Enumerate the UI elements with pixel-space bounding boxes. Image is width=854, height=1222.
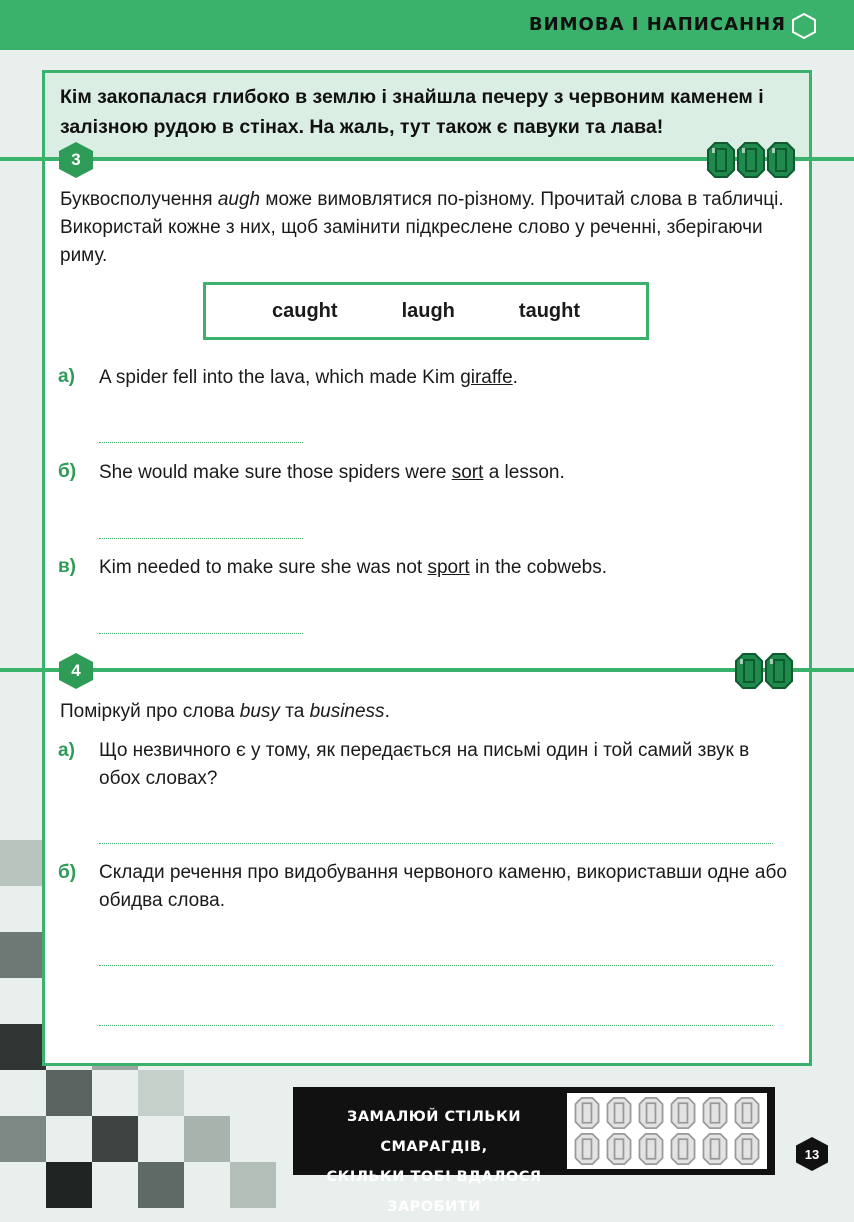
task4-divider (0, 668, 854, 672)
intro-text: Кім закопалася глибоко в землю і знайшла печеру з червоним каменем і залізною рудою в стінах. На жаль, тут також є павуки та лава! (60, 86, 764, 138)
empty-emerald-icon[interactable] (637, 1097, 665, 1129)
task4-instr-text2: та (279, 701, 310, 722)
task3-emeralds (705, 142, 795, 178)
task3-q2-text (99, 459, 565, 487)
coin-panel (567, 1093, 767, 1169)
task3-instr-text2: може вимовлятися по-різному. Прочитай слова в табличці. Використай кожне з них, щоб замінити підкреслене слово у реченні, зберігаючи риму. (60, 189, 784, 266)
emerald-icon (765, 653, 793, 689)
task4-q2-text: Склади речення про видобування червоного каменю, використавши одне або обидва слова. (99, 862, 787, 911)
word-caught: caught (272, 299, 338, 322)
task4-instr-italic2: business (309, 701, 385, 722)
empty-emerald-icon[interactable] (637, 1133, 665, 1165)
task4-emeralds (733, 653, 793, 689)
page-number-badge (795, 1136, 829, 1172)
empty-emerald-icon[interactable] (573, 1133, 601, 1165)
task3-q1-answer-line[interactable] (99, 442, 303, 443)
task4-q2-answer-line-1[interactable] (99, 965, 773, 966)
task4-q2-label: б) (58, 862, 77, 883)
empty-emerald-icon[interactable] (573, 1097, 601, 1129)
task3-number-badge (58, 141, 94, 179)
task4-q2-answer-line-2[interactable] (99, 1025, 773, 1026)
q3-after: in the cobwebs. (469, 557, 608, 578)
q3-before: Kim needed to make sure she was not (99, 557, 428, 578)
task3-q3-text (99, 554, 607, 582)
hexagon-icon (792, 13, 816, 39)
empty-emerald-icon[interactable] (669, 1133, 697, 1165)
emerald-icon (767, 142, 795, 178)
empty-emerald-icon[interactable] (733, 1097, 761, 1129)
empty-emerald-icon[interactable] (701, 1133, 729, 1165)
task3-number: 3 (71, 150, 81, 169)
q1-after: . (512, 367, 518, 388)
tally-line-2: СКІЛЬКИ ТОБІ ВДАЛОСЯ ЗАРОБИТИ (326, 1169, 542, 1215)
empty-emerald-icon[interactable] (733, 1133, 761, 1165)
task3-q3-label: в) (58, 556, 77, 577)
section-title: ВИМОВА І НАПИСАННЯ (528, 14, 786, 35)
q1-before: A spider fell into the lava, which made Kim (99, 367, 461, 388)
q1-underlined: giraffe (460, 367, 513, 388)
task3-instr-italic: augh (217, 189, 261, 210)
emerald-icon (735, 653, 763, 689)
task4-instr-italic1: busy (239, 701, 280, 722)
q2-underlined: sort (451, 462, 484, 483)
q3-underlined: sport (427, 557, 470, 578)
task3-instructions (60, 186, 790, 270)
word-box (203, 282, 649, 340)
task3-q1-label: а) (58, 366, 75, 387)
word-taught: taught (518, 299, 580, 322)
emerald-icon (737, 142, 765, 178)
word-laugh: laugh (401, 299, 455, 322)
page-number: 13 (804, 1146, 820, 1162)
task4-q1-label: а) (58, 740, 75, 761)
empty-emerald-icon[interactable] (701, 1097, 729, 1129)
task4-number-badge (58, 652, 94, 690)
task4-instructions (60, 698, 790, 726)
q2-before: She would make sure those spiders were (99, 462, 452, 483)
task4-q1-answer-line[interactable] (99, 843, 773, 844)
emerald-icon (707, 142, 735, 178)
q2-after: a lesson. (483, 462, 565, 483)
task3-q3-answer-line[interactable] (99, 633, 303, 634)
empty-emerald-icon[interactable] (669, 1097, 697, 1129)
task4-instr-text1: Поміркуй про слова (60, 701, 240, 722)
task4-number: 4 (71, 661, 81, 680)
empty-emerald-icon[interactable] (605, 1097, 633, 1129)
task4-instr-text3: . (384, 701, 390, 722)
task3-q2-label: б) (58, 461, 77, 482)
tally-line-1: ЗАМАЛЮЙ СТІЛЬКИ СМАРАГДІВ, (347, 1109, 521, 1155)
empty-emerald-icon[interactable] (605, 1133, 633, 1165)
task4-q1-text: Що незвичного є у тому, як передається на письмі один і той самий звук в обох словах? (99, 740, 750, 789)
task3-q2-answer-line[interactable] (99, 538, 303, 539)
task3-q1-text (99, 364, 518, 392)
task3-instr-text1: Буквосполучення (60, 189, 218, 210)
tally-instructions (303, 1102, 565, 1222)
